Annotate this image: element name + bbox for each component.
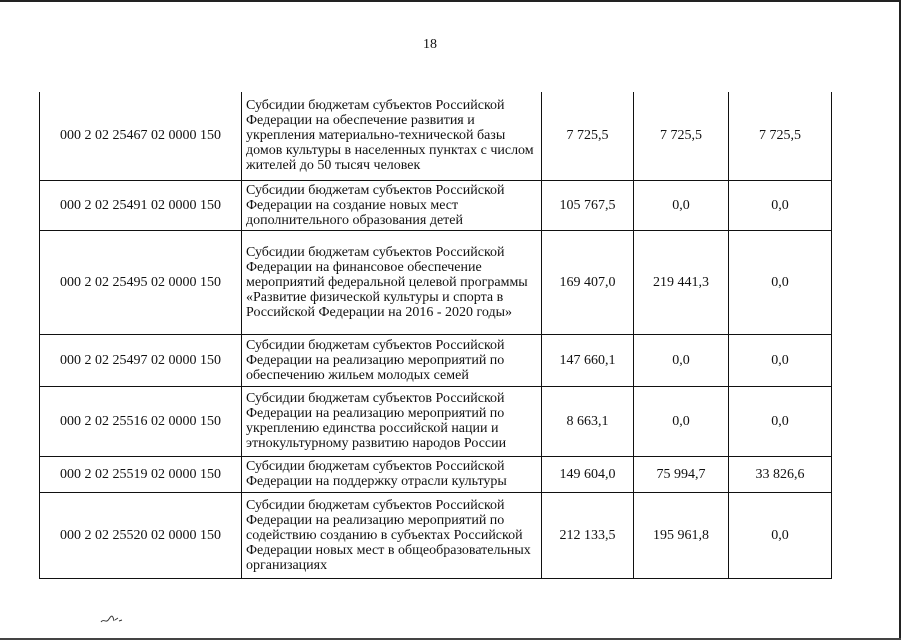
amount-cell-3: 0,0 (729, 180, 832, 230)
table-row (40, 386, 832, 456)
budget-code-cell: 000 2 02 25497 02 0000 150 (40, 334, 242, 386)
amount-cell-2: 0,0 (634, 180, 729, 230)
budget-code-cell: 000 2 02 25495 02 0000 150 (40, 230, 242, 334)
amount-cell-1: 8 663,1 (542, 386, 634, 456)
amount-cell-2: 0,0 (634, 334, 729, 386)
amount-cell-1: 212 133,5 (542, 492, 634, 578)
amount-cell-2: 7 725,5 (634, 92, 729, 180)
signature-mark (100, 612, 124, 626)
description-cell: Субсидии бюджетам субъектов Российской Федерации на финансовое обеспечение мероприятий федеральной целевой программы «Развитие физической культуры и спорта в Российской Федерации на 2016 - 2020 годы» (242, 230, 542, 334)
amount-cell-2: 0,0 (634, 386, 729, 456)
page-number: 18 (423, 37, 437, 52)
amount-cell-3: 7 725,5 (729, 92, 832, 180)
budget-code-cell: 000 2 02 25519 02 0000 150 (40, 456, 242, 492)
table-row (40, 456, 832, 492)
description-cell: Субсидии бюджетам субъектов Российской Федерации на реализацию мероприятий по укреплению единства российской нации и этнокультурному развитию народов России (242, 386, 542, 456)
amount-cell-3: 0,0 (729, 334, 832, 386)
amount-cell-2: 75 994,7 (634, 456, 729, 492)
amount-cell-2: 195 961,8 (634, 492, 729, 578)
amount-cell-1: 169 407,0 (542, 230, 634, 334)
amount-cell-1: 147 660,1 (542, 334, 634, 386)
budget-code-cell: 000 2 02 25491 02 0000 150 (40, 180, 242, 230)
table-row (40, 92, 832, 180)
budget-code-cell: 000 2 02 25520 02 0000 150 (40, 492, 242, 578)
description-cell: Субсидии бюджетам субъектов Российской Федерации на реализацию мероприятий по обеспечению жильем молодых семей (242, 334, 542, 386)
table-row (40, 334, 832, 386)
page-border-top (0, 0, 901, 2)
budget-table (39, 92, 832, 579)
table-row (40, 230, 832, 334)
description-cell: Субсидии бюджетам субъектов Российской Федерации на реализацию мероприятий по содействию созданию в субъектах Российской Федерации новых мест в общеобразовательных организациях (242, 492, 542, 578)
amount-cell-3: 33 826,6 (729, 456, 832, 492)
amount-cell-1: 7 725,5 (542, 92, 634, 180)
amount-cell-1: 149 604,0 (542, 456, 634, 492)
amount-cell-3: 0,0 (729, 386, 832, 456)
description-cell: Субсидии бюджетам субъектов Российской Федерации на поддержку отрасли культуры (242, 456, 542, 492)
table-row (40, 492, 832, 578)
table-row (40, 180, 832, 230)
budget-code-cell: 000 2 02 25516 02 0000 150 (40, 386, 242, 456)
amount-cell-2: 219 441,3 (634, 230, 729, 334)
amount-cell-3: 0,0 (729, 492, 832, 578)
amount-cell-3: 0,0 (729, 230, 832, 334)
description-cell: Субсидии бюджетам субъектов Российской Федерации на создание новых мест дополнительного образования детей (242, 180, 542, 230)
description-cell: Субсидии бюджетам субъектов Российской Федерации на обеспечение развития и укрепления материально-технической базы домов культуры в населенных пунктах с числом жителей до 50 тысяч человек (242, 92, 542, 180)
amount-cell-1: 105 767,5 (542, 180, 634, 230)
budget-code-cell: 000 2 02 25467 02 0000 150 (40, 92, 242, 180)
